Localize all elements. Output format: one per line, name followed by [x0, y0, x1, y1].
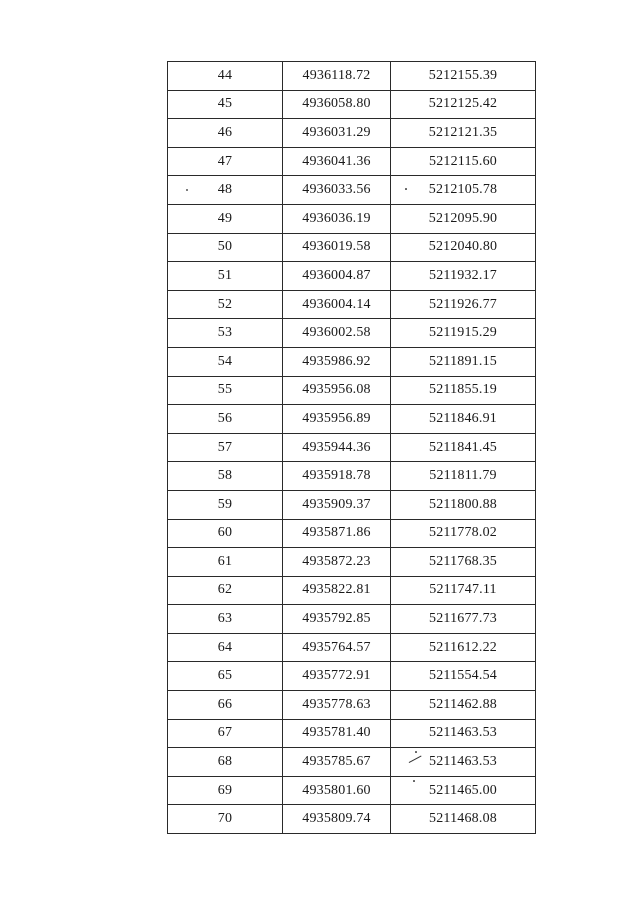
coordinates-table — [167, 61, 536, 834]
scan-speck — [405, 188, 407, 190]
point-number-cell: 65 — [168, 662, 283, 691]
x-coordinate-cell: 4935944.36 — [283, 433, 391, 462]
table-row — [168, 90, 536, 119]
table-row — [168, 176, 536, 205]
point-number-cell: 45 — [168, 90, 283, 119]
point-number-cell: 44 — [168, 62, 283, 91]
table-row — [168, 62, 536, 91]
table-row — [168, 290, 536, 319]
y-coordinate-cell: 5211915.29 — [391, 319, 536, 348]
table-row — [168, 233, 536, 262]
y-coordinate-cell: 5211465.00 — [391, 776, 536, 805]
x-coordinate-cell: 4935956.89 — [283, 405, 391, 434]
y-coordinate-cell: 5211932.17 — [391, 262, 536, 291]
y-coordinate-cell: 5211846.91 — [391, 405, 536, 434]
x-coordinate-cell: 4935785.67 — [283, 748, 391, 777]
table-row — [168, 376, 536, 405]
y-coordinate-cell: 5211612.22 — [391, 633, 536, 662]
x-coordinate-cell: 4935801.60 — [283, 776, 391, 805]
point-number-cell: 70 — [168, 805, 283, 834]
table-row — [168, 347, 536, 376]
table-row — [168, 204, 536, 233]
table-row — [168, 462, 536, 491]
y-coordinate-cell: 5212125.42 — [391, 90, 536, 119]
scan-speck — [415, 751, 417, 753]
point-number-cell: 55 — [168, 376, 283, 405]
x-coordinate-cell: 4936019.58 — [283, 233, 391, 262]
point-number-cell: 69 — [168, 776, 283, 805]
y-coordinate-cell: 5212115.60 — [391, 147, 536, 176]
table-row — [168, 319, 536, 348]
x-coordinate-cell: 4936058.80 — [283, 90, 391, 119]
x-coordinate-cell: 4935781.40 — [283, 719, 391, 748]
y-coordinate-cell: 5211891.15 — [391, 347, 536, 376]
x-coordinate-cell: 4936004.87 — [283, 262, 391, 291]
point-number-cell: 54 — [168, 347, 283, 376]
y-coordinate-cell: 5212155.39 — [391, 62, 536, 91]
x-coordinate-cell: 4935918.78 — [283, 462, 391, 491]
table-row — [168, 719, 536, 748]
x-coordinate-cell: 4935772.91 — [283, 662, 391, 691]
point-number-cell: 51 — [168, 262, 283, 291]
point-number-cell: 62 — [168, 576, 283, 605]
point-number-cell: 67 — [168, 719, 283, 748]
coordinates-table-body — [168, 62, 536, 834]
point-number-cell: 61 — [168, 548, 283, 577]
table-row — [168, 405, 536, 434]
y-coordinate-cell: 5211811.79 — [391, 462, 536, 491]
x-coordinate-cell: 4935872.23 — [283, 548, 391, 577]
x-coordinate-cell: 4935871.86 — [283, 519, 391, 548]
table-row — [168, 262, 536, 291]
table-row — [168, 519, 536, 548]
table-row — [168, 633, 536, 662]
point-number-cell: 59 — [168, 490, 283, 519]
point-number-cell: 52 — [168, 290, 283, 319]
table-row — [168, 548, 536, 577]
y-coordinate-cell: 5211463.53 — [391, 719, 536, 748]
table-row — [168, 576, 536, 605]
point-number-cell: 50 — [168, 233, 283, 262]
point-number-cell: 66 — [168, 691, 283, 720]
x-coordinate-cell: 4936036.19 — [283, 204, 391, 233]
y-coordinate-cell: 5211768.35 — [391, 548, 536, 577]
table-row — [168, 433, 536, 462]
y-coordinate-cell: 5212040.80 — [391, 233, 536, 262]
point-number-cell: 48 — [168, 176, 283, 205]
y-coordinate-cell: 5211855.19 — [391, 376, 536, 405]
point-number-cell: 64 — [168, 633, 283, 662]
x-coordinate-cell: 4935909.37 — [283, 490, 391, 519]
point-number-cell: 49 — [168, 204, 283, 233]
x-coordinate-cell: 4936033.56 — [283, 176, 391, 205]
point-number-cell: 57 — [168, 433, 283, 462]
table-row — [168, 490, 536, 519]
y-coordinate-cell: 5212121.35 — [391, 119, 536, 148]
y-coordinate-cell: 5211778.02 — [391, 519, 536, 548]
x-coordinate-cell: 4936031.29 — [283, 119, 391, 148]
table-row — [168, 605, 536, 634]
y-coordinate-cell: 5211468.08 — [391, 805, 536, 834]
y-coordinate-cell: 5211926.77 — [391, 290, 536, 319]
point-number-cell: 56 — [168, 405, 283, 434]
point-number-cell: 58 — [168, 462, 283, 491]
scan-speck — [186, 189, 188, 191]
y-coordinate-cell: 5211841.45 — [391, 433, 536, 462]
table-row — [168, 805, 536, 834]
x-coordinate-cell: 4936004.14 — [283, 290, 391, 319]
x-coordinate-cell: 4935986.92 — [283, 347, 391, 376]
x-coordinate-cell: 4935822.81 — [283, 576, 391, 605]
scan-speck — [413, 780, 415, 782]
table-row — [168, 776, 536, 805]
table-row — [168, 748, 536, 777]
point-number-cell: 60 — [168, 519, 283, 548]
point-number-cell: 68 — [168, 748, 283, 777]
y-coordinate-cell: 5211554.54 — [391, 662, 536, 691]
x-coordinate-cell: 4935956.08 — [283, 376, 391, 405]
x-coordinate-cell: 4935764.57 — [283, 633, 391, 662]
point-number-cell: 53 — [168, 319, 283, 348]
y-coordinate-cell: 5211747.11 — [391, 576, 536, 605]
x-coordinate-cell: 4935778.63 — [283, 691, 391, 720]
y-coordinate-cell: 5211677.73 — [391, 605, 536, 634]
y-coordinate-cell: 5212095.90 — [391, 204, 536, 233]
x-coordinate-cell: 4935809.74 — [283, 805, 391, 834]
y-coordinate-cell: 5211800.88 — [391, 490, 536, 519]
table-row — [168, 119, 536, 148]
x-coordinate-cell: 4936118.72 — [283, 62, 391, 91]
x-coordinate-cell: 4936002.58 — [283, 319, 391, 348]
point-number-cell: 63 — [168, 605, 283, 634]
x-coordinate-cell: 4935792.85 — [283, 605, 391, 634]
table-row — [168, 662, 536, 691]
table-row — [168, 147, 536, 176]
point-number-cell: 46 — [168, 119, 283, 148]
y-coordinate-cell: 5211463.53 — [391, 748, 536, 777]
table-row — [168, 691, 536, 720]
y-coordinate-cell: 5212105.78 — [391, 176, 536, 205]
y-coordinate-cell: 5211462.88 — [391, 691, 536, 720]
x-coordinate-cell: 4936041.36 — [283, 147, 391, 176]
point-number-cell: 47 — [168, 147, 283, 176]
